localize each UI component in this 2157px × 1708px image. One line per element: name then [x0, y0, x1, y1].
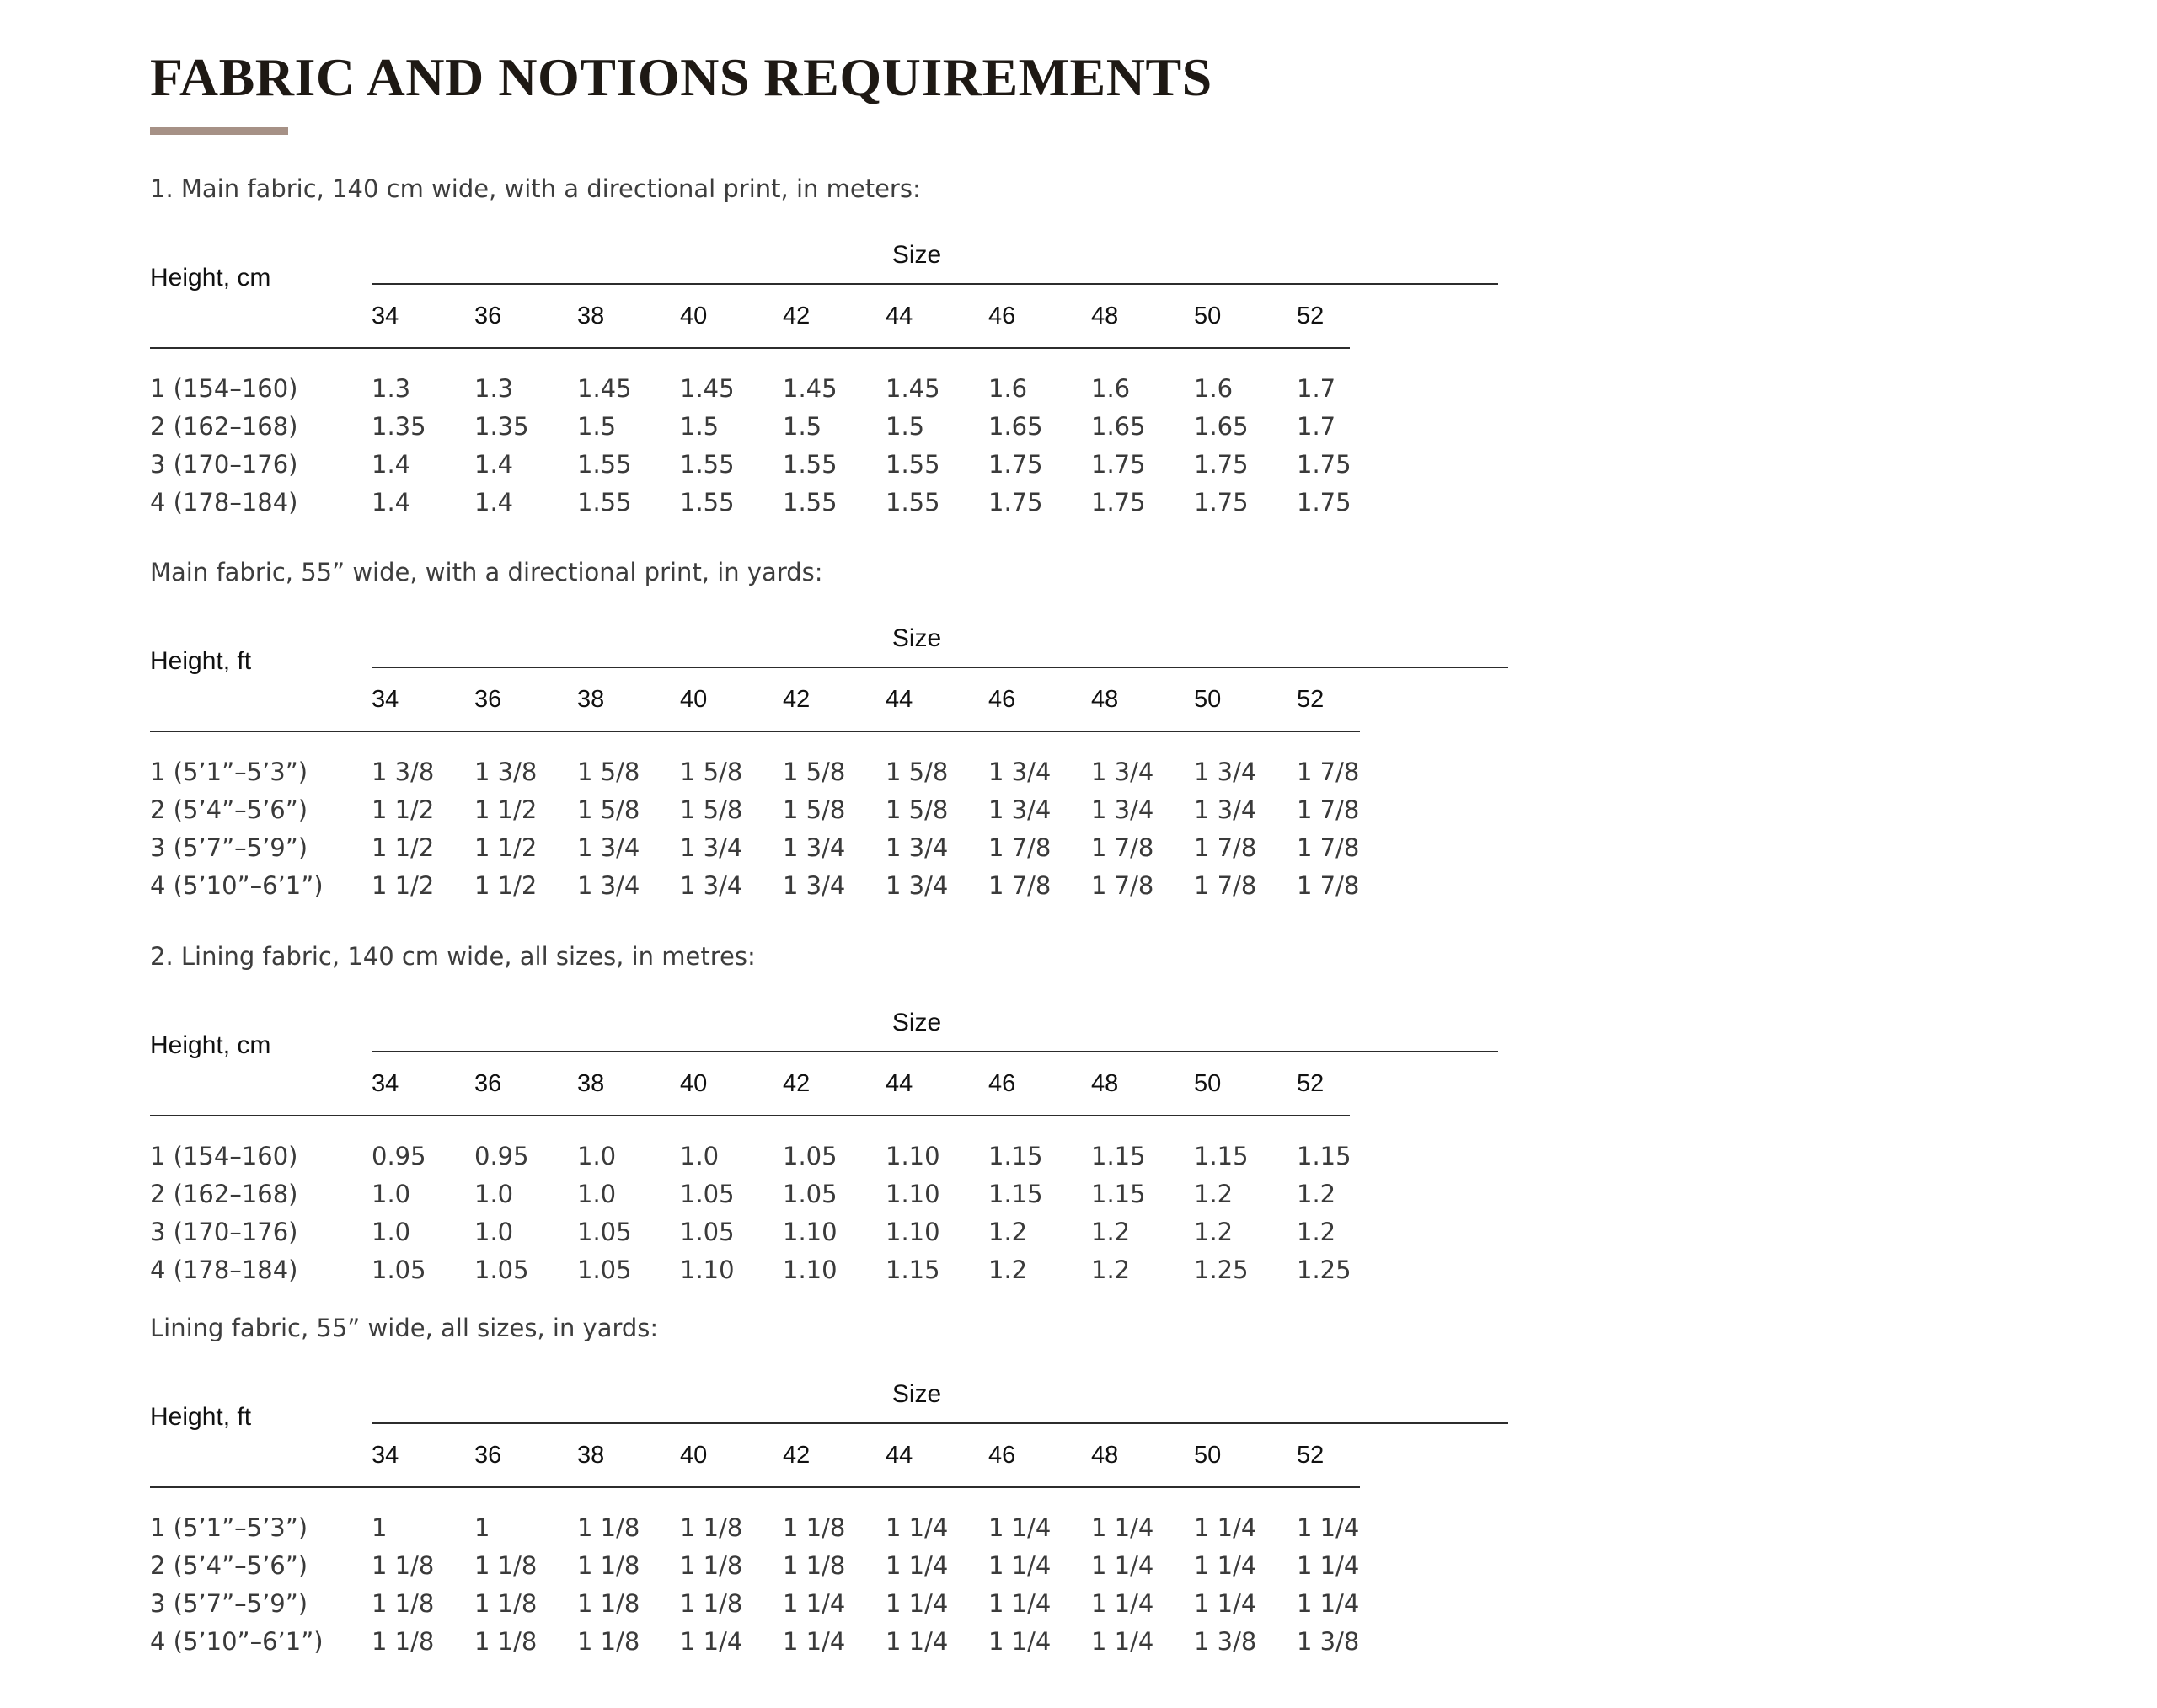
table-cell: 1 5/8: [886, 795, 949, 824]
table-cell: 1 7/8: [1194, 833, 1257, 862]
size-header-cell: 34: [372, 303, 399, 329]
table-cell: 1 1/8: [680, 1551, 743, 1580]
table-cell: 1.65: [988, 412, 1043, 441]
table-cell: 1.2: [988, 1256, 1028, 1284]
section-caption: Lining fabric, 55” wide, all sizes, in yards:: [150, 1314, 659, 1342]
table-cell: 1 3/4: [886, 871, 949, 900]
table-cell: 1.0: [577, 1180, 617, 1208]
table-cell: 1.0: [372, 1180, 411, 1208]
table-cell: 1 5/8: [680, 758, 743, 786]
height-column-label: Height, ft: [150, 1403, 252, 1431]
table-row: [150, 1547, 1360, 1584]
table-cell: 1.05: [680, 1218, 735, 1246]
table-cell: 1 3/4: [1194, 758, 1257, 786]
size-header-cell: 48: [1091, 686, 1119, 713]
size-header-cell: 36: [474, 303, 502, 329]
table-cell: 1.3: [372, 374, 411, 403]
size-header-cell: 42: [783, 686, 811, 713]
table-cell: 1 5/8: [577, 758, 640, 786]
table-cell: 1.0: [474, 1218, 514, 1246]
size-header-cell: 44: [886, 1442, 913, 1469]
table-cell: 1 1/4: [783, 1589, 846, 1618]
table-cell: 1 7/8: [988, 871, 1052, 900]
table-cell: 1 1/8: [577, 1551, 640, 1580]
table-cell: 1 5/8: [577, 795, 640, 824]
table-cell: 1 1/2: [372, 833, 435, 862]
size-header-cell: 38: [577, 686, 605, 713]
size-column-label: Size: [891, 241, 942, 269]
table-cell: 1 1/4: [886, 1627, 949, 1656]
size-header-cell: 40: [680, 686, 708, 713]
table-cell: 1.75: [988, 488, 1043, 517]
size-table: [150, 241, 1355, 548]
table-cell: 1 3/4: [1091, 758, 1154, 786]
table-cell: 1 7/8: [1297, 758, 1360, 786]
size-table: [150, 624, 1360, 931]
height-column-label: Height, cm: [150, 1031, 271, 1059]
table-cell: 1.55: [886, 488, 940, 517]
table-cell: 1 1/8: [577, 1513, 640, 1542]
size-header-cell: 46: [988, 1442, 1016, 1469]
table-cell: 1 1/4: [1297, 1513, 1360, 1542]
table-cell: 1 1/8: [783, 1551, 846, 1580]
table-cell: 1.15: [1297, 1142, 1351, 1170]
table-cell: 1.55: [886, 450, 940, 479]
table-cell: 1 1/8: [783, 1513, 846, 1542]
size-header-cell: 50: [1194, 1442, 1222, 1469]
table-cell: 1 7/8: [1194, 871, 1257, 900]
size-header-cell: 44: [886, 686, 913, 713]
table-cell: 1 3/4: [783, 833, 846, 862]
table-cell: 1 1/4: [988, 1589, 1052, 1618]
table-cell: 1 5/8: [886, 758, 949, 786]
table-cell: 1.55: [680, 488, 735, 517]
table-cell: 1 1/4: [886, 1513, 949, 1542]
table-cell: 1.75: [1297, 488, 1351, 517]
table-cell: 1.10: [783, 1256, 838, 1284]
table-cell: 1.10: [680, 1256, 735, 1284]
table-cell: 1.2: [1194, 1218, 1234, 1246]
size-header-cell: 36: [474, 1442, 502, 1469]
table-cell: 1.45: [783, 374, 838, 403]
table-cell: 1 1/4: [1091, 1551, 1154, 1580]
table-cell: 1.55: [577, 450, 632, 479]
row-height-label: 1 (154–160): [150, 1142, 298, 1170]
table-row: [150, 791, 1360, 828]
table-cell: 1 7/8: [988, 833, 1052, 862]
row-height-label: 3 (5’7”–5’9”): [150, 1589, 308, 1618]
table-row: [150, 484, 1355, 521]
table-cell: 1: [372, 1513, 388, 1542]
table-cell: 1 1/8: [474, 1551, 538, 1580]
size-column-label: Size: [891, 1380, 942, 1408]
table-cell: 1.05: [577, 1256, 632, 1284]
table-cell: 1.6: [988, 374, 1028, 403]
row-height-label: 2 (5’4”–5’6”): [150, 1551, 308, 1580]
table-cell: 1 5/8: [783, 758, 846, 786]
table-cell: 1 1/4: [1091, 1513, 1154, 1542]
table-cell: 1 7/8: [1297, 833, 1360, 862]
section-caption: 1. Main fabric, 140 cm wide, with a directional print, in meters:: [150, 174, 921, 203]
size-table: [150, 1380, 1360, 1687]
table-cell: 1.15: [988, 1142, 1043, 1170]
table-cell: 0.95: [372, 1142, 426, 1170]
table-cell: 1 7/8: [1297, 871, 1360, 900]
size-header-cell: 52: [1297, 1070, 1325, 1097]
size-column-label: Size: [891, 624, 942, 652]
table-cell: 1.05: [577, 1218, 632, 1246]
table-cell: 1.5: [886, 412, 925, 441]
table-row: [150, 867, 1360, 904]
size-header-cell: 50: [1194, 303, 1222, 329]
table-row: [150, 1175, 1355, 1213]
row-height-label: 3 (170–176): [150, 1218, 298, 1246]
size-column-label: Size: [891, 1009, 942, 1036]
table-cell: 1.5: [577, 412, 617, 441]
height-column-label: Height, cm: [150, 264, 271, 292]
table-cell: 1.15: [1194, 1142, 1249, 1170]
table-cell: 0.95: [474, 1142, 529, 1170]
size-header-cell: 42: [783, 1442, 811, 1469]
table-cell: 1.65: [1091, 412, 1146, 441]
size-header-cell: 38: [577, 1070, 605, 1097]
table-cell: 1 1/4: [988, 1513, 1052, 1542]
table-cell: 1.35: [474, 412, 529, 441]
table-cell: 1 3/4: [783, 871, 846, 900]
page-title: FABRIC AND NOTIONS REQUIREMENTS: [150, 47, 1212, 107]
row-height-label: 4 (178–184): [150, 1256, 298, 1284]
table-cell: 1 3/8: [474, 758, 538, 786]
size-header-cell: 34: [372, 1442, 399, 1469]
table-cell: 1 3/8: [372, 758, 435, 786]
table-cell: 1: [474, 1513, 490, 1542]
table-cell: 1 1/8: [577, 1627, 640, 1656]
table-cell: 1.45: [886, 374, 940, 403]
table-cell: 1.05: [783, 1180, 838, 1208]
size-header-cell: 46: [988, 686, 1016, 713]
size-header-cell: 46: [988, 1070, 1016, 1097]
table-cell: 1.05: [474, 1256, 529, 1284]
table-cell: 1 1/8: [372, 1627, 435, 1656]
header-rule-top: [372, 283, 1498, 285]
table-cell: 1 7/8: [1091, 833, 1154, 862]
row-height-label: 1 (5’1”–5’3”): [150, 758, 308, 786]
row-height-label: 4 (5’10”–6’1”): [150, 871, 324, 900]
size-header-cell: 48: [1091, 1070, 1119, 1097]
table-row: [150, 753, 1360, 790]
table-cell: 1.55: [577, 488, 632, 517]
table-cell: 1.7: [1297, 374, 1336, 403]
size-header-cell: 42: [783, 303, 811, 329]
table-row: [150, 829, 1360, 866]
table-cell: 1 1/4: [1091, 1589, 1154, 1618]
size-header-cell: 48: [1091, 303, 1119, 329]
table-cell: 1.5: [680, 412, 720, 441]
table-cell: 1.3: [474, 374, 514, 403]
table-cell: 1 1/4: [886, 1589, 949, 1618]
size-header-cell: 34: [372, 1070, 399, 1097]
row-height-label: 2 (162–168): [150, 412, 298, 441]
table-cell: 1 1/4: [1194, 1589, 1257, 1618]
table-cell: 1.25: [1297, 1256, 1351, 1284]
table-row: [150, 1585, 1360, 1622]
header-rule-top: [372, 1422, 1508, 1424]
size-header-cell: 48: [1091, 1442, 1119, 1469]
table-cell: 1.4: [372, 488, 411, 517]
table-cell: 1 3/4: [577, 871, 640, 900]
row-height-label: 2 (162–168): [150, 1180, 298, 1208]
row-height-label: 2 (5’4”–5’6”): [150, 795, 308, 824]
table-cell: 1 1/8: [680, 1513, 743, 1542]
size-header-cell: 38: [577, 303, 605, 329]
table-cell: 1.45: [577, 374, 632, 403]
table-cell: 1.0: [372, 1218, 411, 1246]
table-cell: 1.0: [577, 1142, 617, 1170]
table-cell: 1.35: [372, 412, 426, 441]
table-row: [150, 370, 1355, 407]
table-cell: 1.15: [1091, 1142, 1146, 1170]
header-rule-bottom: [150, 731, 1360, 732]
table-cell: 1 1/4: [783, 1627, 846, 1656]
table-cell: 1 3/4: [1091, 795, 1154, 824]
table-cell: 1 5/8: [783, 795, 846, 824]
row-height-label: 1 (154–160): [150, 374, 298, 403]
title-underline: [150, 127, 288, 135]
header-rule-top: [372, 667, 1508, 668]
size-header-cell: 36: [474, 1070, 502, 1097]
table-cell: 1.15: [988, 1180, 1043, 1208]
size-header-cell: 50: [1194, 1070, 1222, 1097]
row-height-label: 1 (5’1”–5’3”): [150, 1513, 308, 1542]
table-cell: 1.05: [783, 1142, 838, 1170]
table-cell: 1 1/2: [372, 871, 435, 900]
table-cell: 1.5: [783, 412, 822, 441]
table-cell: 1.15: [1091, 1180, 1146, 1208]
size-header-cell: 40: [680, 1070, 708, 1097]
table-cell: 1.2: [1297, 1180, 1336, 1208]
table-cell: 1.75: [988, 450, 1043, 479]
table-cell: 1 7/8: [1297, 795, 1360, 824]
table-cell: 1.2: [1297, 1218, 1336, 1246]
table-row: [150, 1251, 1355, 1288]
table-cell: 1.10: [783, 1218, 838, 1246]
row-height-label: 3 (170–176): [150, 450, 298, 479]
size-header-cell: 40: [680, 1442, 708, 1469]
table-cell: 1 1/4: [1194, 1513, 1257, 1542]
table-cell: 1 1/8: [474, 1589, 538, 1618]
table-cell: 1 3/4: [577, 833, 640, 862]
table-cell: 1 1/4: [988, 1627, 1052, 1656]
table-cell: 1 1/4: [680, 1627, 743, 1656]
size-header-cell: 34: [372, 686, 399, 713]
table-cell: 1 1/4: [1297, 1551, 1360, 1580]
section-caption: 2. Lining fabric, 140 cm wide, all sizes, in metres:: [150, 942, 756, 971]
table-cell: 1 1/8: [474, 1627, 538, 1656]
table-row: [150, 446, 1355, 483]
size-header-cell: 52: [1297, 303, 1325, 329]
table-cell: 1.4: [372, 450, 411, 479]
table-cell: 1.55: [783, 450, 838, 479]
size-header-cell: 44: [886, 303, 913, 329]
table-row: [150, 1623, 1360, 1660]
table-cell: 1 1/2: [474, 833, 538, 862]
table-cell: 1 1/8: [680, 1589, 743, 1618]
table-cell: 1.75: [1194, 488, 1249, 517]
table-cell: 1.75: [1194, 450, 1249, 479]
table-cell: 1.7: [1297, 412, 1336, 441]
table-cell: 1.65: [1194, 412, 1249, 441]
table-cell: 1 1/2: [474, 871, 538, 900]
table-cell: 1.25: [1194, 1256, 1249, 1284]
row-height-label: 4 (5’10”–6’1”): [150, 1627, 324, 1656]
size-header-cell: 46: [988, 303, 1016, 329]
table-cell: 1 7/8: [1091, 871, 1154, 900]
size-header-cell: 44: [886, 1070, 913, 1097]
table-cell: 1.10: [886, 1218, 940, 1246]
table-cell: 1.55: [680, 450, 735, 479]
table-row: [150, 1138, 1355, 1175]
table-cell: 1.4: [474, 488, 514, 517]
table-cell: 1.4: [474, 450, 514, 479]
table-cell: 1 1/8: [372, 1551, 435, 1580]
header-rule-bottom: [150, 347, 1350, 349]
table-cell: 1.10: [886, 1142, 940, 1170]
table-cell: 1 3/4: [886, 833, 949, 862]
table-cell: 1.75: [1091, 488, 1146, 517]
table-cell: 1.6: [1091, 374, 1131, 403]
table-row: [150, 1509, 1360, 1546]
section-caption: Main fabric, 55” wide, with a directional print, in yards:: [150, 558, 823, 586]
table-cell: 1 3/4: [680, 833, 743, 862]
table-cell: 1.75: [1091, 450, 1146, 479]
table-cell: 1.6: [1194, 374, 1234, 403]
row-height-label: 3 (5’7”–5’9”): [150, 833, 308, 862]
header-rule-bottom: [150, 1486, 1360, 1488]
size-header-cell: 40: [680, 303, 708, 329]
table-cell: 1 3/4: [988, 758, 1052, 786]
row-height-label: 4 (178–184): [150, 488, 298, 517]
table-cell: 1 1/4: [1091, 1627, 1154, 1656]
table-cell: 1.05: [372, 1256, 426, 1284]
table-cell: 1.0: [474, 1180, 514, 1208]
table-cell: 1 1/2: [372, 795, 435, 824]
table-cell: 1 3/4: [1194, 795, 1257, 824]
table-cell: 1.10: [886, 1180, 940, 1208]
table-cell: 1.15: [886, 1256, 940, 1284]
table-cell: 1 3/4: [988, 795, 1052, 824]
table-cell: 1.55: [783, 488, 838, 517]
table-cell: 1 3/8: [1297, 1627, 1360, 1656]
header-rule-bottom: [150, 1115, 1350, 1116]
table-cell: 1 3/8: [1194, 1627, 1257, 1656]
table-row: [150, 1213, 1355, 1250]
size-table: [150, 1009, 1355, 1315]
table-cell: 1.05: [680, 1180, 735, 1208]
table-cell: 1.2: [988, 1218, 1028, 1246]
table-cell: 1 1/8: [577, 1589, 640, 1618]
size-header-cell: 50: [1194, 686, 1222, 713]
size-header-cell: 52: [1297, 1442, 1325, 1469]
table-cell: 1.45: [680, 374, 735, 403]
table-cell: 1.75: [1297, 450, 1351, 479]
table-cell: 1.0: [680, 1142, 720, 1170]
height-column-label: Height, ft: [150, 647, 252, 675]
table-cell: 1 1/4: [1297, 1589, 1360, 1618]
table-cell: 1.2: [1091, 1218, 1131, 1246]
table-cell: 1 1/2: [474, 795, 538, 824]
table-cell: 1 1/4: [1194, 1551, 1257, 1580]
size-header-cell: 42: [783, 1070, 811, 1097]
table-cell: 1 5/8: [680, 795, 743, 824]
size-header-cell: 52: [1297, 686, 1325, 713]
table-cell: 1 1/8: [372, 1589, 435, 1618]
table-cell: 1 1/4: [886, 1551, 949, 1580]
size-header-cell: 36: [474, 686, 502, 713]
table-row: [150, 408, 1355, 445]
size-header-cell: 38: [577, 1442, 605, 1469]
table-cell: 1 1/4: [988, 1551, 1052, 1580]
table-cell: 1.2: [1091, 1256, 1131, 1284]
table-cell: 1 3/4: [680, 871, 743, 900]
header-rule-top: [372, 1051, 1498, 1052]
table-cell: 1.2: [1194, 1180, 1234, 1208]
